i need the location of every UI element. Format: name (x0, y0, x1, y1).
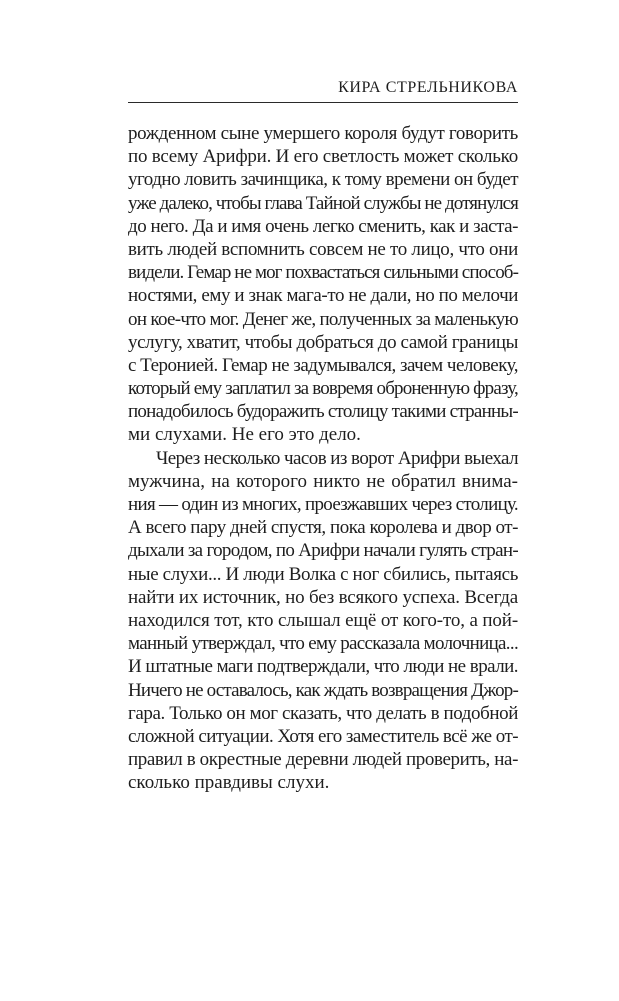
text-line: мужчина, на которого никто не обратил внима- (128, 470, 518, 492)
text-line: ния — один из многих, проезжавших через столицу. (128, 494, 518, 515)
text-line: угодно ловить зачинщика, к тому времени он будет (128, 169, 519, 191)
running-head-author: КИРА СТРЕЛЬНИКОВА (338, 79, 518, 96)
text-line: ностями, ему и знак мага-то не дали, но по мелочи (128, 285, 518, 307)
body-text (128, 122, 518, 794)
text-line: гара. Только он мог сказать, что делать в подобной (128, 702, 518, 724)
text-line: видели. Гемар не мог похвастаться сильными способ- (128, 262, 518, 284)
text-line: ные слухи... И люди Волка с ног сбились, пытаясь (128, 563, 519, 585)
text-line: услугу, хватит, чтобы добраться до самой границы (128, 331, 519, 353)
text-line: И штатные маги подтверждали, что люди не врали. (128, 656, 518, 678)
text-line: по всему Арифри. И его светлость может сколько (128, 146, 518, 168)
text-line: найти их источник, но без всякого успеха. Всегда (128, 586, 518, 608)
text-line: находился тот, кто слышал ещё от кого-то, а пой- (128, 609, 519, 631)
text-line: который ему заплатил за вовремя оброненную фразу, (128, 378, 518, 400)
text-line: до него. Да и имя очень легко сменить, как и заста- (128, 215, 518, 237)
indented-text: Через несколько часов из ворот Арифри выехал (156, 447, 519, 469)
paragraph-start-line (128, 447, 518, 470)
paragraph-end-line: ми слухами. Не его это дело. (128, 424, 361, 446)
text-line: манный утверждал, что ему рассказала молочница... (128, 633, 519, 655)
text-line: уже далеко, чтобы глава Тайной службы не дотянулся (128, 192, 518, 214)
text-line: с Теронией. Гемар не задумывался, зачем человеку, (128, 354, 519, 376)
text-line: рожденном сыне умершего короля будут говорить (128, 123, 518, 144)
text-line: вить людей вспомнить совсем не то лицо, что они (128, 238, 518, 260)
header-rule (128, 102, 518, 103)
text-line: понадобилось будоражить столицу такими странны- (128, 401, 518, 423)
text-line: Ничего не оставалось, как ждать возвращения Джор- (128, 679, 519, 701)
paragraph-end-line: сколько правдивы слухи. (128, 772, 330, 794)
text-line: А всего пару дней спустя, пока королева и двор от- (128, 517, 518, 539)
text-line: он кое-что мог. Денег же, полученных за маленькую (128, 308, 518, 330)
text-line: сложной ситуации. Хотя его заместитель всё же от- (128, 725, 519, 747)
text-line: дыхали за городом, по Арифри начали гулять стран- (128, 540, 518, 562)
text-line: правил в окрестные деревни людей проверить, на- (128, 749, 519, 771)
